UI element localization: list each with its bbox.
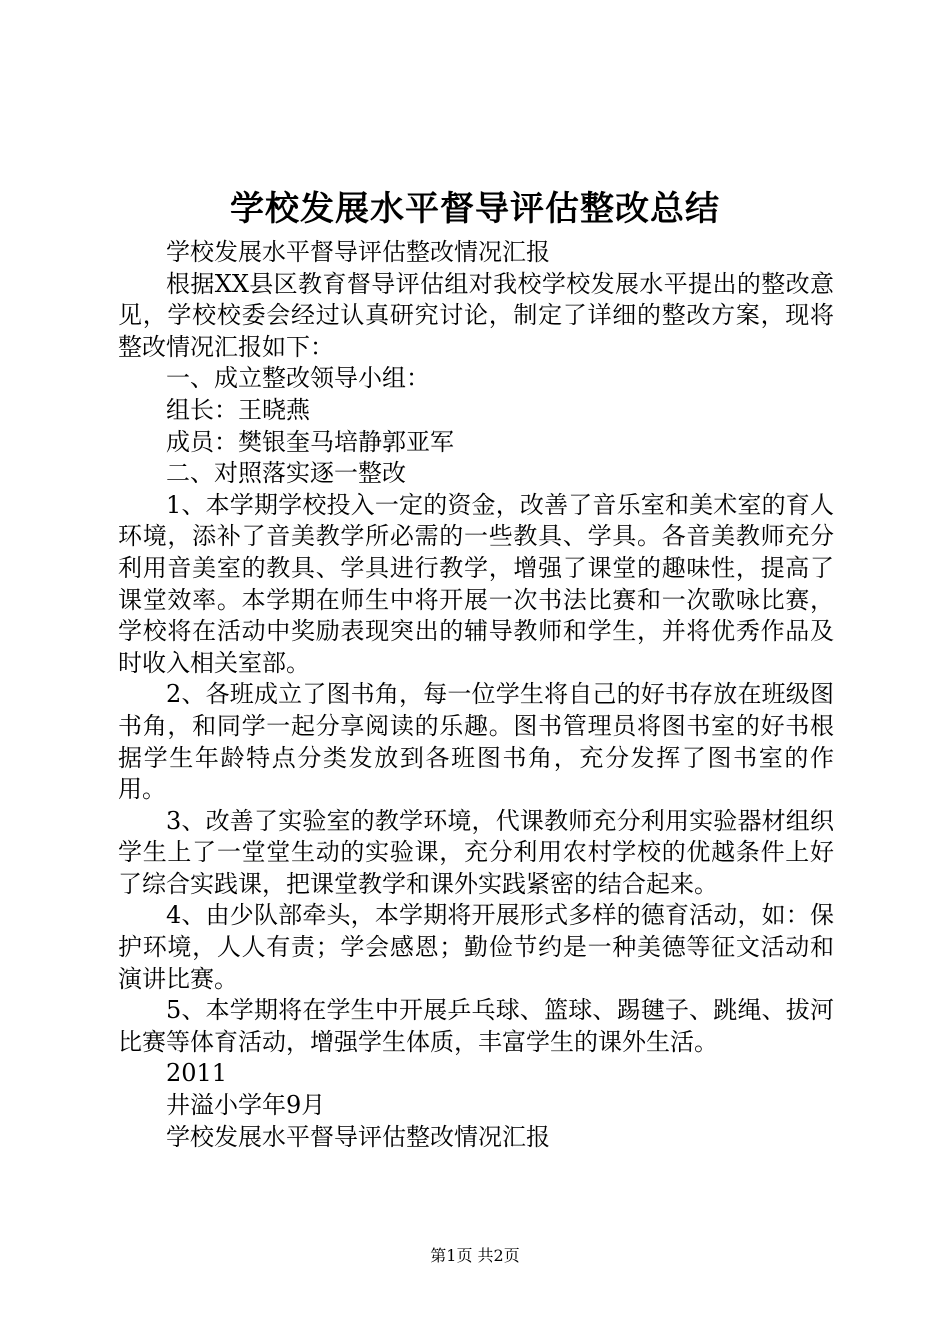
intro-paragraph: 根据XX县区教育督导评估组对我校学校发展水平提出的整改意见，学校校委会经过认真研究讨论，制定了详细的整改方案，现将整改情况汇报如下：: [118, 269, 834, 361]
year-line: 2011: [166, 1059, 228, 1088]
item-paragraph-3: 3、改善了实验室的教学环境，代课教师充分利用实验器材组织学生上了一堂堂生动的实验课，充分利用农村学校的优越条件上好了综合实践课，把课堂教学和课外实践紧密的结合起来。: [118, 806, 834, 898]
report-heading: 学校发展水平督导评估整改情况汇报: [166, 238, 550, 266]
item-paragraph-5: 5、本学期将在学生中开展乒乓球、篮球、踢毽子、跳绳、拔河比赛等体育活动，增强学生体质，丰富学生的课外生活。: [118, 996, 834, 1056]
item-paragraph-2: 2、各班成立了图书角，每一位学生将自己的好书存放在班级图书角，和同学一起分享阅读的乐趣。图书管理员将图书室的好书根据学生年龄特点分类发放到各班图书角，充分发挥了图书室的作用。: [118, 680, 834, 804]
closing-heading: 学校发展水平督导评估整改情况汇报: [166, 1122, 550, 1151]
document-body: [118, 237, 834, 1153]
section-heading-1: 一、成立整改领导小组：: [166, 364, 430, 393]
item-paragraph-1: 1、本学期学校投入一定的资金，改善了音乐室和美术室的育人环境，添补了音美教学所必需的一些教具、学具。各音美教师充分利用音美室的教具、学具进行教学，增强了课堂的趣味性，提高了课堂效率。本学期在师生中将开展一次书法比赛和一次歌咏比赛，学校将在活动中奖励表现突出的辅导教师和学生，并将优秀作品及时收入相关室部。: [118, 490, 834, 677]
item-paragraph-4: 4、由少队部牵头，本学期将开展形式多样的德育活动，如：保护环境，人人有责；学会感恩；勤俭节约是一种美德等征文活动和演讲比赛。: [118, 901, 834, 993]
document-title: 学校发展水平督导评估整改总结: [230, 189, 720, 229]
members-line: 成员：樊银奎马培静郭亚军: [166, 427, 454, 456]
signature-line: 井溢小学年9月: [166, 1091, 326, 1120]
leader-line: 组长：王晓燕: [166, 395, 310, 424]
page-footer: 第1页 共2页: [430, 1246, 520, 1265]
section-heading-2: 二、对照落实逐一整改: [166, 459, 406, 488]
